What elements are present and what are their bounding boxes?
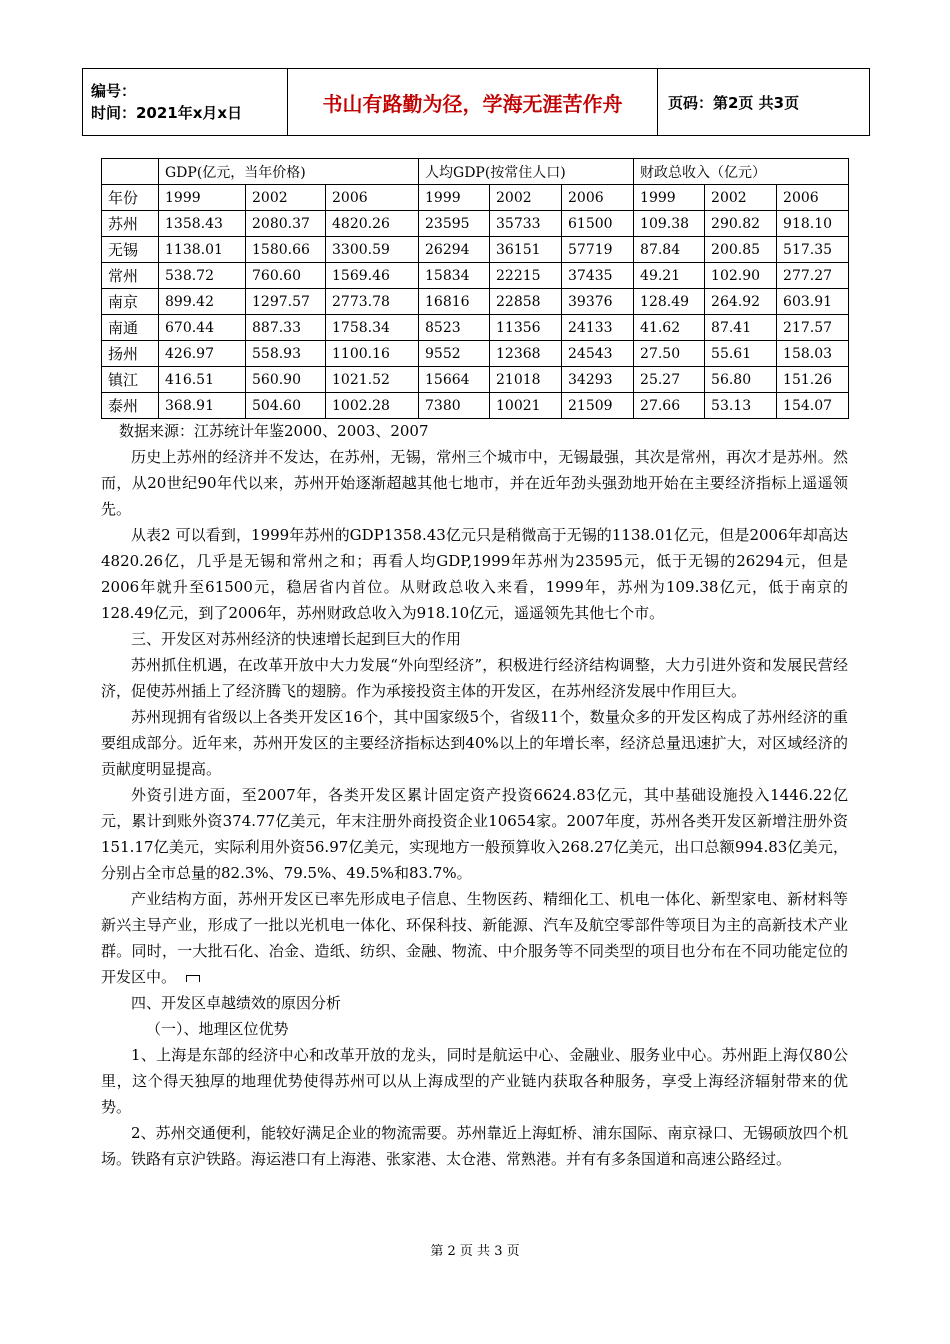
paragraph: 外资引进方面，至2007年，各类开发区累计固定资产投资6624.83亿元，其中基础设施投入1446.22亿元，累计到账外资374.77亿美元，年末注册外商投资企业10654家。2007年度，苏州各类开发区新增注册外资151.17亿美元，实际利用外资56.97亿美元，实现地方一般预算收入268.27亿美元，出口总额994.83亿美元，分别占全市总量的82.3%、79.5%、49.5%和83.7%。 [101,786,848,882]
table-value-cell: 24543 [562,341,634,367]
table-value-cell: 1580.66 [246,237,326,263]
table-city-cell: 扬州 [102,341,159,367]
table-value-cell: 25.27 [634,367,705,393]
table-value-cell: 23595 [419,211,490,237]
table-value-cell: 3300.59 [326,237,419,263]
table-value-cell: 277.27 [777,263,849,289]
table-value-cell: 26294 [419,237,490,263]
table-value-cell: 22858 [490,289,562,315]
table-value-cell: 151.26 [777,367,849,393]
table-value-cell: 1358.43 [159,211,246,237]
table-value-cell: 49.21 [634,263,705,289]
doc-time-label: 时间：2021年x月x日 [91,104,243,122]
table-value-cell: 109.38 [634,211,705,237]
table-city-cell: 南京 [102,289,159,315]
table-value-cell: 918.10 [777,211,849,237]
table-city-cell: 常州 [102,263,159,289]
table-value-cell: 87.84 [634,237,705,263]
table-year-cell: 2002 [705,185,777,211]
table-value-cell: 1297.57 [246,289,326,315]
subsection-heading: （一）、地理区位优势 [146,1020,289,1038]
table-city-cell: 苏州 [102,211,159,237]
table-value-cell: 2080.37 [246,211,326,237]
paragraph: 历史上苏州的经济并不发达，在苏州，无锡，常州三个城市中，无锡最强，其次是常州，再次才是苏州。然而，从20世纪90年代以来，苏州开始逐渐超越其他七地市，并在近年劲头强劲地开始在主要经济指标上遥遥领先。 [101,448,848,518]
page-header [82,68,870,136]
table-value-cell: 538.72 [159,263,246,289]
table-city-cell: 镇江 [102,367,159,393]
table-value-cell: 1569.46 [326,263,419,289]
table-year-cell: 2006 [326,185,419,211]
paragraph: 苏州现拥有省级以上各类开发区16个，其中国家级5个，省级11个，数量众多的开发区构成了苏州经济的重要组成部分。近年来，苏州开发区的主要经济指标达到40%以上的年增长率，经济总量迅速扩大，对区域经济的贡献度明显提高。 [101,708,848,778]
table-year-label: 年份 [102,185,159,211]
table-value-cell: 517.35 [777,237,849,263]
page-footer: 第 2 页 共 3 页 [430,1244,520,1259]
table-year-cell: 2006 [562,185,634,211]
table-year-cell: 1999 [634,185,705,211]
table-corner-cell [102,159,159,185]
paragraph-with-mark [101,886,848,990]
table-value-cell: 368.91 [159,393,246,419]
table-value-cell: 887.33 [246,315,326,341]
doc-number-label: 编号： [91,82,137,100]
table-city-cell: 南通 [102,315,159,341]
table-value-cell: 10021 [490,393,562,419]
table-value-cell: 12368 [490,341,562,367]
table-value-cell: 57719 [562,237,634,263]
table-value-cell: 34293 [562,367,634,393]
table-value-cell: 21509 [562,393,634,419]
table-row [102,263,849,289]
table-value-cell: 1100.16 [326,341,419,367]
table-city-cell: 无锡 [102,237,159,263]
table-value-cell: 426.97 [159,341,246,367]
table-value-cell: 22215 [490,263,562,289]
table-value-cell: 27.66 [634,393,705,419]
table-city-cell: 泰州 [102,393,159,419]
table-value-cell: 504.60 [246,393,326,419]
table-year-cell: 2002 [246,185,326,211]
economic-data-table [101,158,849,419]
table-value-cell: 37435 [562,263,634,289]
header-meta [83,69,288,135]
table-value-cell: 1002.28 [326,393,419,419]
table-group-header: 人均GDP(按常住人口) [419,159,634,185]
table-group-header: GDP(亿元，当年价格) [159,159,419,185]
table-year-cell: 1999 [419,185,490,211]
section-heading: 三、开发区对苏州经济的快速增长起到巨大的作用 [131,630,462,648]
table-year-cell: 1999 [159,185,246,211]
table-value-cell: 4820.26 [326,211,419,237]
table-row [102,289,849,315]
table-value-cell: 1021.52 [326,367,419,393]
table-row [102,237,849,263]
paragraph: 从表2 可以看到，1999年苏州的GDP1358.43亿元只是稍微高于无锡的1138.01亿元，但是2006年却高达4820.26亿，几乎是无锡和常州之和；再看人均GDP,1999年苏州为23595元，低于无锡的26294元，但是2006年就升至61500元，稳居省内首位。从财政总收入来看，1999年，苏州为109.38亿元，低于南京的128.49亿元，到了2006年，苏州财政总收入为918.10亿元，遥遥领先其他七个市。 [101,526,848,622]
table-value-cell: 36151 [490,237,562,263]
table-value-cell: 27.50 [634,341,705,367]
table-row [102,315,849,341]
table-value-cell: 102.90 [705,263,777,289]
table-value-cell: 558.93 [246,341,326,367]
table-value-cell: 1138.01 [159,237,246,263]
paragraph: 苏州抓住机遇，在改革开放中大力发展“外向型经济”，积极进行经济结构调整，大力引进外资和发展民营经济，促使苏州插上了经济腾飞的翅膀。作为承接投资主体的开发区，在苏州经济发展中作用巨大。 [101,656,848,700]
table-value-cell: 560.90 [246,367,326,393]
table-value-cell: 16816 [419,289,490,315]
header-page-label: 页码：第2页 共3页 [668,93,800,112]
table-header-row [102,159,849,185]
table-value-cell: 603.91 [777,289,849,315]
table-value-cell: 158.03 [777,341,849,367]
table-value-cell: 760.60 [246,263,326,289]
table-value-cell: 200.85 [705,237,777,263]
table-value-cell: 15664 [419,367,490,393]
body-content [101,418,848,1172]
table-group-header: 财政总收入（亿元） [634,159,849,185]
table-row [102,367,849,393]
table-value-cell: 9552 [419,341,490,367]
table-value-cell: 1758.34 [326,315,419,341]
table-value-cell: 670.44 [159,315,246,341]
table-value-cell: 56.80 [705,367,777,393]
table-value-cell: 264.92 [705,289,777,315]
header-motto: 书山有路勤为径，学海无涯苦作舟 [288,69,658,135]
table-row [102,393,849,419]
table-value-cell: 55.61 [705,341,777,367]
paragraph: 1、上海是东部的经济中心和改革开放的龙头，同时是航运中心、金融业、服务业中心。苏州距上海仅80公里，这个得天独厚的地理优势使得苏州可以从上海成型的产业链内获取各种服务，享受上海经济辐射带来的优势。 [101,1046,848,1116]
table-value-cell: 53.13 [705,393,777,419]
table-year-cell: 2006 [777,185,849,211]
table-value-cell: 15834 [419,263,490,289]
editor-mark-icon [186,975,200,982]
table-value-cell: 24133 [562,315,634,341]
paragraph: 产业结构方面，苏州开发区已率先形成电子信息、生物医药、精细化工、机电一体化、新型家电、新材料等新兴主导产业，形成了一批以光机电一体化、环保科技、新能源、汽车及航空零部件等项目为主的高新技术产业群。同时，一大批石化、冶金、造纸、纺织、金融、物流、中介服务等不同类型的项目也分布在不同功能定位的开发区中。 [101,890,848,986]
table-value-cell: 39376 [562,289,634,315]
table-value-cell: 217.57 [777,315,849,341]
table-value-cell: 128.49 [634,289,705,315]
section-heading: 四、开发区卓越绩效的原因分析 [131,994,342,1012]
data-source-note: 数据来源：江苏统计年鉴2000、2003、2007 [119,422,429,440]
table-value-cell: 899.42 [159,289,246,315]
table-value-cell: 290.82 [705,211,777,237]
paragraph: 2、苏州交通便利，能较好满足企业的物流需要。苏州靠近上海虹桥、浦东国际、南京禄口、无锡硕放四个机场。铁路有京沪铁路。海运港口有上海港、张家港、太仓港、常熟港。并有有多条国道和高速公路经过。 [101,1124,848,1168]
table-value-cell: 8523 [419,315,490,341]
table-value-cell: 21018 [490,367,562,393]
table-value-cell: 87.41 [705,315,777,341]
table-value-cell: 7380 [419,393,490,419]
table-value-cell: 35733 [490,211,562,237]
table-value-cell: 416.51 [159,367,246,393]
table-year-row [102,185,849,211]
table-value-cell: 11356 [490,315,562,341]
table-row [102,211,849,237]
table-value-cell: 61500 [562,211,634,237]
table-year-cell: 2002 [490,185,562,211]
table-value-cell: 154.07 [777,393,849,419]
table-value-cell: 2773.78 [326,289,419,315]
table-row [102,341,849,367]
table-value-cell: 41.62 [634,315,705,341]
